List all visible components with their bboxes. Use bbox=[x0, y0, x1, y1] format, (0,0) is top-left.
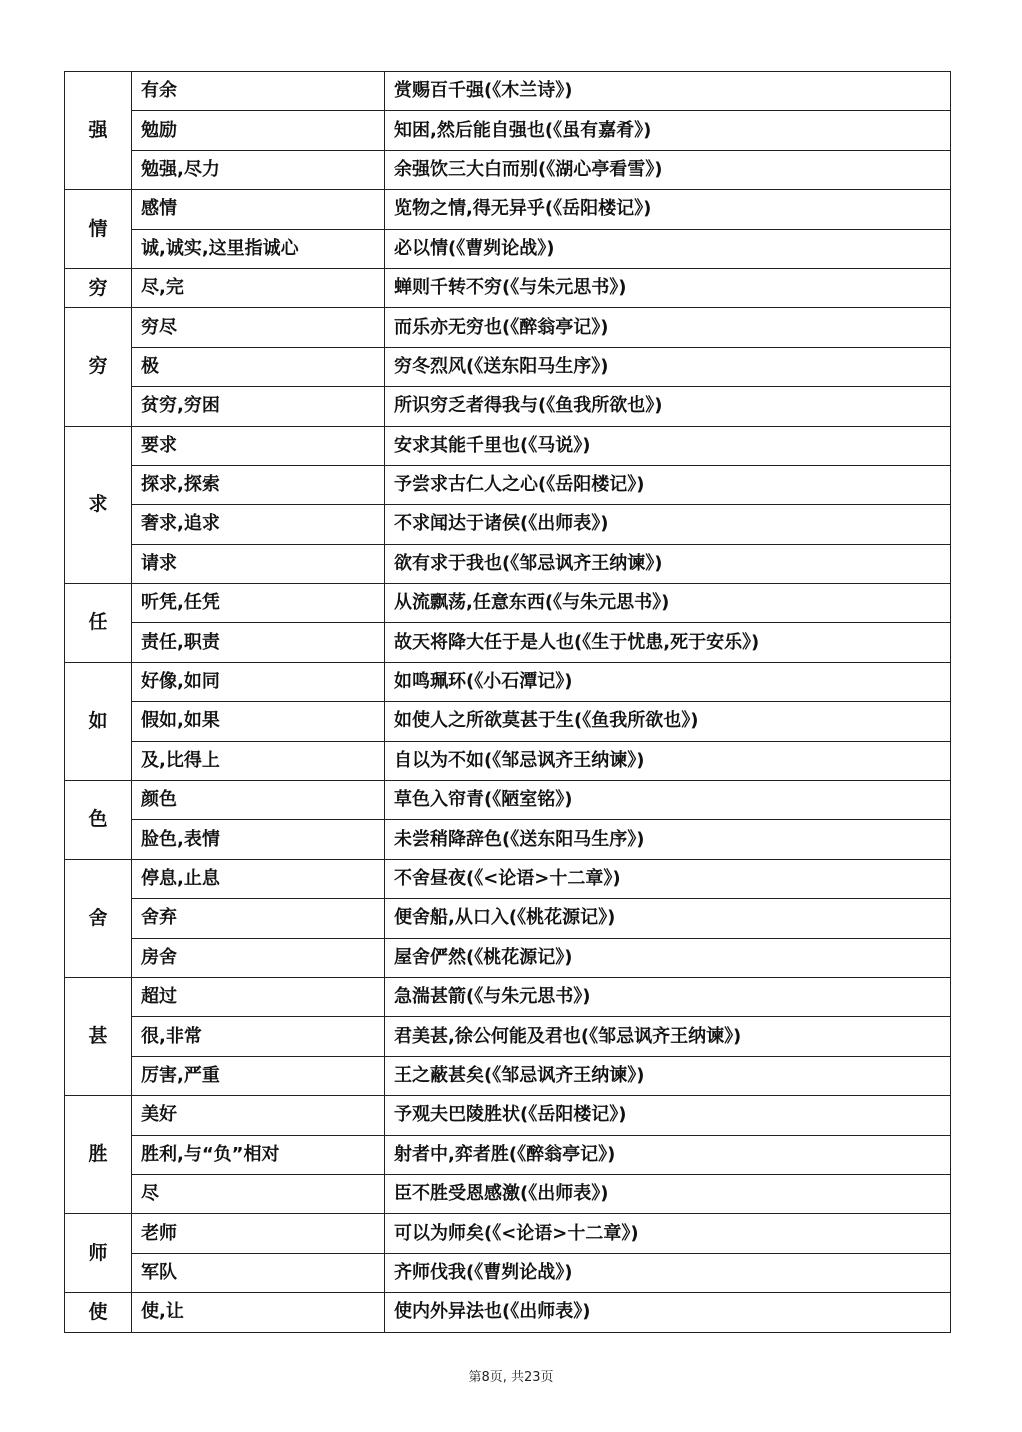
example-cell: 予尝求古仁人之心(《岳阳楼记》) bbox=[385, 465, 951, 504]
meaning-cell: 责任,职责 bbox=[132, 623, 385, 662]
meaning-cell: 使,让 bbox=[132, 1293, 385, 1332]
table-row bbox=[65, 387, 951, 426]
example-cell: 便舍船,从口入(《桃花源记》) bbox=[385, 899, 951, 938]
head-character: 求 bbox=[65, 426, 132, 584]
head-character: 色 bbox=[65, 781, 132, 860]
table-row bbox=[65, 623, 951, 662]
table-row bbox=[65, 820, 951, 859]
example-cell: 未尝稍降辞色(《送东阳马生序》) bbox=[385, 820, 951, 859]
example-cell: 予观夫巴陵胜状(《岳阳楼记》) bbox=[385, 1096, 951, 1135]
head-character: 甚 bbox=[65, 977, 132, 1095]
page-footer: 第8页, 共23页 bbox=[468, 1370, 554, 1385]
head-character: 胜 bbox=[65, 1096, 132, 1214]
meaning-cell: 超过 bbox=[132, 977, 385, 1016]
meaning-cell: 老师 bbox=[132, 1214, 385, 1253]
table-row bbox=[65, 1135, 951, 1174]
example-cell: 急湍甚箭(《与朱元思书》) bbox=[385, 977, 951, 1016]
table-row bbox=[65, 544, 951, 583]
example-cell: 不舍昼夜(《<论语>十二章》) bbox=[385, 859, 951, 898]
meaning-cell: 贫穷,穷困 bbox=[132, 387, 385, 426]
head-character: 强 bbox=[65, 72, 132, 190]
example-cell: 故天将降大任于是人也(《生于忧患,死于安乐》) bbox=[385, 623, 951, 662]
example-cell: 射者中,弈者胜(《醉翁亭记》) bbox=[385, 1135, 951, 1174]
meaning-cell: 厉害,严重 bbox=[132, 1056, 385, 1095]
meaning-cell: 颜色 bbox=[132, 781, 385, 820]
table-row bbox=[65, 1056, 951, 1095]
table-row bbox=[65, 150, 951, 189]
table-row bbox=[65, 702, 951, 741]
example-cell: 知困,然后能自强也(《虽有嘉肴》) bbox=[385, 111, 951, 150]
meaning-cell: 假如,如果 bbox=[132, 702, 385, 741]
example-cell: 而乐亦无穷也(《醉翁亭记》) bbox=[385, 308, 951, 347]
example-cell: 赏赐百千强(《木兰诗》) bbox=[385, 72, 951, 111]
vocabulary-table bbox=[64, 71, 951, 1333]
example-cell: 不求闻达于诸侯(《出师表》) bbox=[385, 505, 951, 544]
meaning-cell: 勉励 bbox=[132, 111, 385, 150]
example-cell: 齐师伐我(《曹刿论战》) bbox=[385, 1253, 951, 1292]
example-cell: 臣不胜受恩感激(《出师表》) bbox=[385, 1174, 951, 1213]
table-row bbox=[65, 741, 951, 780]
example-cell: 君美甚,徐公何能及君也(《邹忌讽齐王纳谏》) bbox=[385, 1017, 951, 1056]
meaning-cell: 有余 bbox=[132, 72, 385, 111]
example-cell: 从流飘荡,任意东西(《与朱元思书》) bbox=[385, 584, 951, 623]
head-character: 如 bbox=[65, 662, 132, 780]
meaning-cell: 尽 bbox=[132, 1174, 385, 1213]
table-row bbox=[65, 1214, 951, 1253]
meaning-cell: 尽,完 bbox=[132, 268, 385, 307]
meaning-cell: 穷尽 bbox=[132, 308, 385, 347]
meaning-cell: 脸色,表情 bbox=[132, 820, 385, 859]
head-character: 穷 bbox=[65, 268, 132, 307]
example-cell: 所识穷乏者得我与(《鱼我所欲也》) bbox=[385, 387, 951, 426]
meaning-cell: 探求,探索 bbox=[132, 465, 385, 504]
meaning-cell: 房舍 bbox=[132, 938, 385, 977]
example-cell: 自以为不如(《邹忌讽齐王纳谏》) bbox=[385, 741, 951, 780]
table-row bbox=[65, 584, 951, 623]
meaning-cell: 舍弃 bbox=[132, 899, 385, 938]
table-row bbox=[65, 465, 951, 504]
table-row bbox=[65, 1253, 951, 1292]
meaning-cell: 胜利,与“负”相对 bbox=[132, 1135, 385, 1174]
table-row bbox=[65, 1293, 951, 1332]
example-cell: 穷冬烈风(《送东阳马生序》) bbox=[385, 347, 951, 386]
meaning-cell: 感情 bbox=[132, 190, 385, 229]
table-row bbox=[65, 308, 951, 347]
example-cell: 览物之情,得无异乎(《岳阳楼记》) bbox=[385, 190, 951, 229]
head-character: 情 bbox=[65, 190, 132, 269]
head-character: 任 bbox=[65, 584, 132, 663]
table-row bbox=[65, 977, 951, 1016]
table-row bbox=[65, 268, 951, 307]
example-cell: 安求其能千里也(《马说》) bbox=[385, 426, 951, 465]
example-cell: 可以为师矣(《<论语>十二章》) bbox=[385, 1214, 951, 1253]
meaning-cell: 请求 bbox=[132, 544, 385, 583]
table-row bbox=[65, 190, 951, 229]
head-character: 使 bbox=[65, 1293, 132, 1332]
meaning-cell: 好像,如同 bbox=[132, 662, 385, 701]
table-row bbox=[65, 347, 951, 386]
example-cell: 必以情(《曹刿论战》) bbox=[385, 229, 951, 268]
example-cell: 蝉则千转不穷(《与朱元思书》) bbox=[385, 268, 951, 307]
example-cell: 王之蔽甚矣(《邹忌讽齐王纳谏》) bbox=[385, 1056, 951, 1095]
meaning-cell: 美好 bbox=[132, 1096, 385, 1135]
table-row bbox=[65, 111, 951, 150]
meaning-cell: 听凭,任凭 bbox=[132, 584, 385, 623]
table-row bbox=[65, 426, 951, 465]
table-row bbox=[65, 859, 951, 898]
example-cell: 屋舍俨然(《桃花源记》) bbox=[385, 938, 951, 977]
example-cell: 使内外异法也(《出师表》) bbox=[385, 1293, 951, 1332]
example-cell: 草色入帘青(《陋室铭》) bbox=[385, 781, 951, 820]
table-row bbox=[65, 662, 951, 701]
head-character: 师 bbox=[65, 1214, 132, 1293]
table-row bbox=[65, 229, 951, 268]
meaning-cell: 极 bbox=[132, 347, 385, 386]
meaning-cell: 要求 bbox=[132, 426, 385, 465]
table-row bbox=[65, 938, 951, 977]
table-row bbox=[65, 1174, 951, 1213]
example-cell: 如使人之所欲莫甚于生(《鱼我所欲也》) bbox=[385, 702, 951, 741]
table-row bbox=[65, 72, 951, 111]
table-row bbox=[65, 1096, 951, 1135]
head-character: 穷 bbox=[65, 308, 132, 426]
table-row bbox=[65, 899, 951, 938]
meaning-cell: 停息,止息 bbox=[132, 859, 385, 898]
meaning-cell: 及,比得上 bbox=[132, 741, 385, 780]
meaning-cell: 军队 bbox=[132, 1253, 385, 1292]
example-cell: 余强饮三大白而别(《湖心亭看雪》) bbox=[385, 150, 951, 189]
example-cell: 欲有求于我也(《邹忌讽齐王纳谏》) bbox=[385, 544, 951, 583]
meaning-cell: 奢求,追求 bbox=[132, 505, 385, 544]
table-row bbox=[65, 505, 951, 544]
meaning-cell: 诚,诚实,这里指诚心 bbox=[132, 229, 385, 268]
table-row bbox=[65, 1017, 951, 1056]
head-character: 舍 bbox=[65, 859, 132, 977]
example-cell: 如鸣珮环(《小石潭记》) bbox=[385, 662, 951, 701]
meaning-cell: 勉强,尽力 bbox=[132, 150, 385, 189]
meaning-cell: 很,非常 bbox=[132, 1017, 385, 1056]
table-row bbox=[65, 781, 951, 820]
table-body bbox=[65, 72, 951, 1333]
